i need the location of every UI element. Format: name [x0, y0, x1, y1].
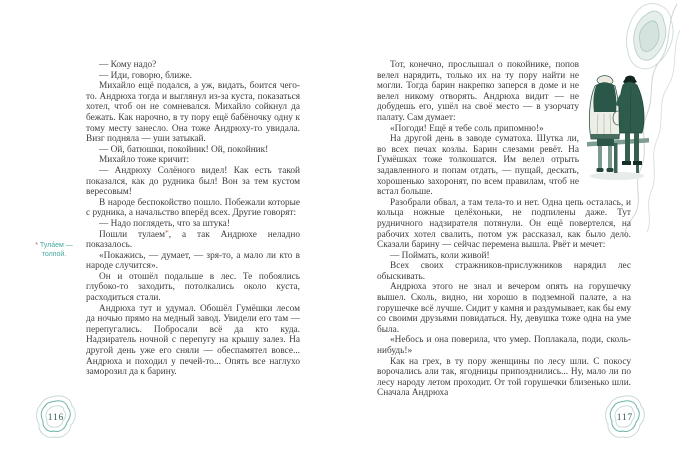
right-text-column	[377, 60, 631, 399]
paragraph: Михайло тоже кричит:	[99, 155, 190, 166]
paragraph: «Покажись, — думает, — зря-то, а мало ли кто в народе случится».	[86, 250, 300, 272]
paragraph: Он и отошёл подальше в лес. Те побоялись глубоко-то заходить, потолкались около куста, расходиться стали.	[86, 271, 300, 304]
paragraph: Всех своих стражников-прислужников нарядил лес обыскивать.	[377, 261, 631, 282]
paragraph: — Ой, батюшки, покойник! Ой, покойник!	[99, 144, 269, 155]
paragraph: На другой день в заводе суматоха. Шутка ли, во всех печах козлы. Барин слезами ревёт. На Гумёшках тоже толкошатся. Им велел отрыть задавленного и попам отдать, — пущай, дескать, хорошенько захоронят, по всем правилам, чтоб не встал больше.	[377, 134, 579, 198]
left-text-column	[86, 60, 300, 378]
footnote-reference-marker: *	[164, 227, 169, 237]
paragraph: Тот, конечно, прослышал о покойнике, попов велел нарядить, только их на ту пору найти не могли. Тогда барин накрепко заперся в доме и не велел никому отворять. Андрюха видит — не добудешь его, ушёл на своё место — в узорчату палату. Сам думает:	[377, 60, 579, 123]
paragraph: — Надо поглядеть, что за штука!	[99, 218, 230, 229]
paragraph: — Иди, говорю, ближе.	[99, 70, 193, 81]
rosette-badge-icon	[34, 394, 78, 440]
paragraph: Андрюха тут и удумал. Обошёл Гумёшки лесом да ночью прямо на медный завод. Увидели его там — перепугались. Побросали всё да кто куда. Надзиратель ночной с перепугу на крышу залез. На другой день уже его сняли — обеспамятел вовсе... Андрюха и походил у печей-то... Опять все наглухо заморозил да к барину.	[86, 303, 300, 378]
paragraph: — Андрюху Солёного видел! Как есть такой показался, как до рудника был! Вон за тем кустом вересовым!	[86, 165, 300, 198]
paragraph: Андрюха этого не знал и вечером опять на горушечку вышел. Сколь, видно, ни хорошо в подземной палате, а на горушечке всё лучше. Сидит у камня и раздумывает, как бы ему со своими друзьями повидаться. Ну, девушка тоже одна на уме была.	[377, 282, 631, 335]
page-number-badge-right	[603, 394, 647, 440]
two-men-illustration-icon	[585, 72, 651, 184]
paragraph: — Кому надо?	[99, 60, 157, 70]
page-number-badge-left	[34, 394, 78, 440]
footnote-text: Тула́ем — толпой.	[39, 242, 73, 258]
paragraph: Как на грех, в ту пору женщины по лесу шли. С покосу ворочались али так, ягодницы припозднились... Ну, мало ли по лесу народу летом проходит. От той горушечки близенько шли. Сначала Андрюха	[377, 356, 631, 399]
paragraph: «Погоди! Ещё я тебе соль припомню!»	[390, 123, 544, 134]
paragraph: Разобрали обвал, а там тела-то и нет. Одна цепь осталась, и кольца ножные целёхоньки, не подпилены даже. Тут рудничного надзирателя потянули. Он ещё повертелся, на рабочих хотел свалить, потом уж рассказал, как было дело. Сказали барину — сейчас перемена вышла. Рвёт и мечет:	[377, 197, 631, 251]
paragraph: В народе беспокойство пошло. Побежали которые с рудника, а начальство вперёд всех. Другие говорят:	[86, 197, 300, 219]
rosette-badge-icon	[603, 394, 647, 440]
paragraph: — Поймать, коли живой!	[390, 250, 490, 261]
paragraph: «Небось и она поверила, что умер. Поплакала, поди, сколь-нибудь!»	[377, 335, 631, 357]
footnote	[24, 242, 84, 259]
illustration-two-men-leaning-on-fence	[585, 72, 631, 192]
page-number-left: 116	[47, 412, 65, 422]
paragraph: Пошли тулаем*, а так Андрюхе неладно показалось.	[86, 227, 300, 251]
paragraph: Михайло ещё подался, а уж, видать, боится чего-то. Андрюха тогда и выглянул из-за куста, показаться хотел, чтоб он не сомневался. Михайло сойкнул да бежать. Как нарочно, в ту пору ещё бабёночку одну к тому месту занесло. Она тоже Андрюху-то увидала. Визг подняла — уши затыкай.	[86, 81, 300, 145]
footnote-marker: *	[35, 242, 38, 249]
page-number-right: 117	[616, 412, 634, 422]
